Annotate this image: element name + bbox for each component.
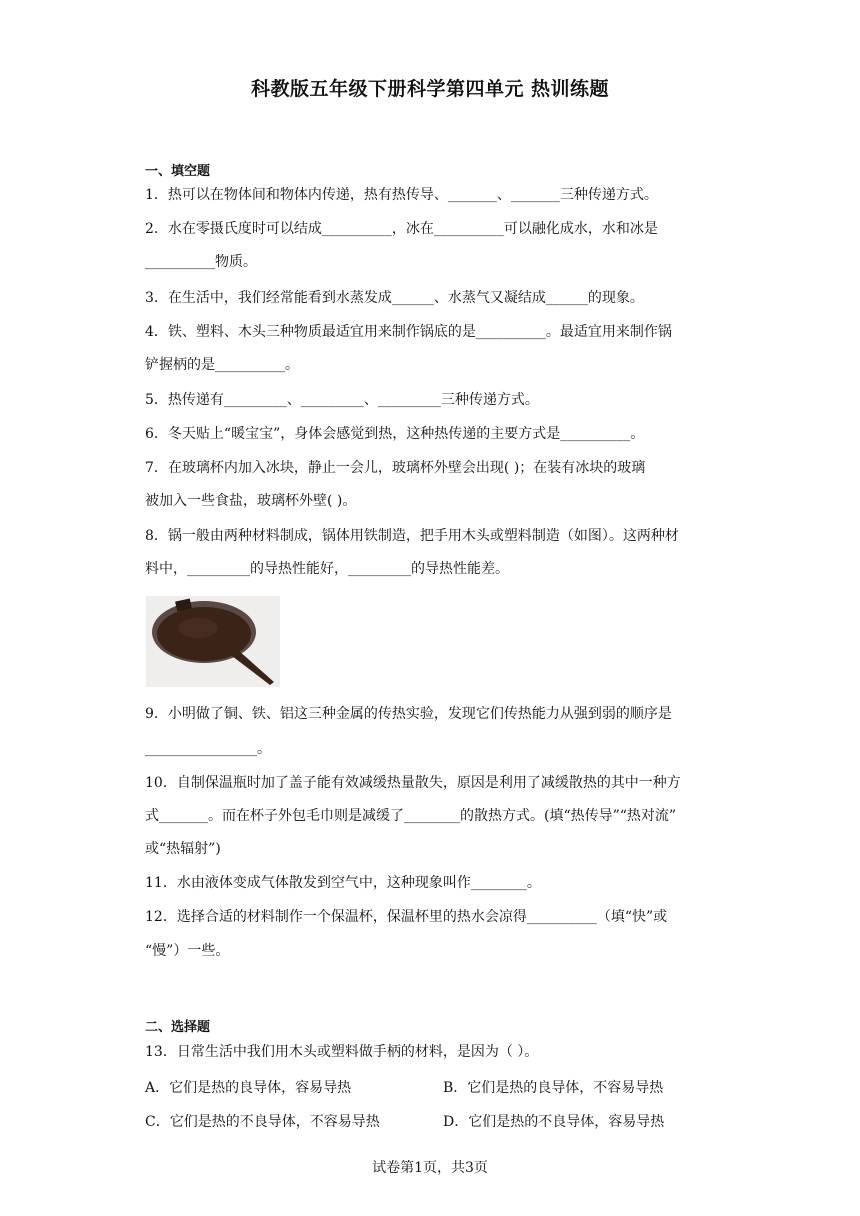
question-5: 5．热传递有_________、_________、_________三种传递方式。 <box>145 392 539 408</box>
question-7-line-2: 被加入一些食盐，玻璃杯外壁( )。 <box>145 493 357 509</box>
question-10-line-2: 式_______。而在杯子外包毛巾则是减缓了________的散热方式。(填“热传导”“热对流” <box>145 808 677 824</box>
question-7-line-1: 7．在玻璃杯内加入冰块，静止一会儿，玻璃杯外壁会出现( )；在装有冰块的玻璃 <box>145 460 646 476</box>
question-4-line-2: 铲握柄的是__________。 <box>145 357 299 373</box>
question-13: 13．日常生活中我们用木头或塑料做手柄的材料，是因为（ ）。 <box>145 1044 539 1060</box>
question-12-line-1: 12．选择合适的材料制作一个保温杯，保温杯里的热水会凉得__________（填“快”或 <box>145 909 668 925</box>
section-choice-heading: 二、选择题 <box>145 1020 211 1035</box>
option-b: B．它们是热的良导体，不容易导热 <box>443 1080 664 1096</box>
question-2-line-1: 2．水在零摄氏度时可以结成__________，冰在__________可以融化成水，水和冰是 <box>145 221 658 237</box>
question-4-line-1: 4．铁、塑料、木头三种物质最适宜用来制作锅底的是__________。最适宜用来制作锅 <box>145 324 672 340</box>
question-9-line-1: 9．小明做了铜、铁、铝这三种金属的传热实验，发现它们传热能力从强到弱的顺序是 <box>145 706 672 722</box>
question-2-line-2: __________物质。 <box>145 254 257 270</box>
section-fill-blank-heading: 一、填空题 <box>145 164 211 179</box>
question-6: 6．冬天贴上“暖宝宝”，身体会感觉到热，这种热传递的主要方式是__________。 <box>145 426 645 442</box>
question-8-line-1: 8．锅一般由两种材料制成，锅体用铁制造，把手用木头或塑料制造（如图）。这两种材 <box>145 528 679 544</box>
question-8-line-2: 料中，_________的导热性能好，_________的导热性能差。 <box>145 561 509 577</box>
wok-pan-image <box>146 596 280 687</box>
pan-highlight <box>178 618 218 638</box>
question-10-line-3: 或“热辐射”) <box>145 841 221 857</box>
page-footer: 试卷第1页，共3页 <box>372 1160 488 1176</box>
page-title: 科教版五年级下册科学第四单元 热训练题 <box>250 78 610 100</box>
question-12-line-2: “慢”）一些。 <box>145 943 230 959</box>
question-11: 11．水由液体变成气体散发到空气中，这种现象叫作________。 <box>145 875 541 891</box>
option-c: C．它们是热的不良导体，不容易导热 <box>145 1114 380 1130</box>
option-a: A．它们是热的良导体，容易导热 <box>145 1080 352 1096</box>
question-3: 3．在生活中，我们经常能看到水蒸发成______、水蒸气又凝结成______的现象。 <box>145 290 644 306</box>
option-d: D．它们是热的不良导体，容易导热 <box>443 1114 665 1130</box>
question-10-line-1: 10．自制保温瓶时加了盖子能有效减缓热量散失，原因是利用了减缓散热的其中一种方 <box>145 775 681 791</box>
question-9-line-2: ________________。 <box>145 741 271 757</box>
question-1: 1．热可以在物体间和物体内传递，热有热传导、_______、_______三种传递方式。 <box>145 187 658 203</box>
